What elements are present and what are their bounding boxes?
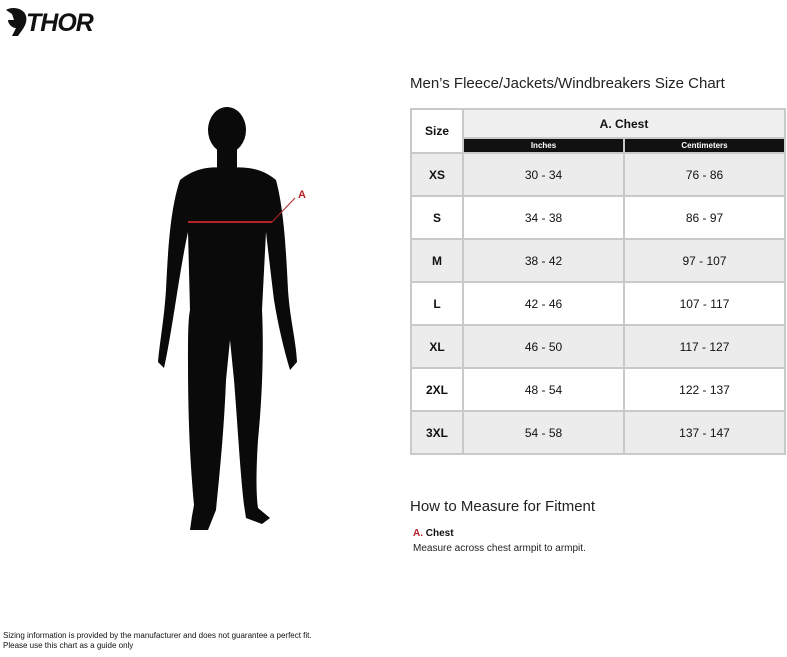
table-row [411,325,785,368]
size-cell: M [411,239,463,282]
table-row [411,196,785,239]
how-to-measure-title: How to Measure for Fitment [410,498,596,515]
size-cell: 2XL [411,368,463,411]
cm-cell: 76 - 86 [624,153,785,196]
chest-instruction-name: Chest [425,528,454,539]
inches-cell: 42 - 46 [463,282,624,325]
disclaimer [3,631,312,651]
size-table [410,108,786,455]
thor-helmet-icon [4,6,28,40]
cm-cell: 137 - 147 [624,411,785,454]
disclaimer-line-2: Please use this chart as a guide only [3,641,134,650]
table-row [411,282,785,325]
centimeters-header: Centimeters [624,138,785,153]
inches-cell: 46 - 50 [463,325,624,368]
brand-logo [4,6,124,40]
inches-cell: 34 - 38 [463,196,624,239]
size-cell: XS [411,153,463,196]
brand-wordmark: THOR [26,9,93,37]
table-row [411,411,785,454]
size-cell: S [411,196,463,239]
chest-instruction-text: Measure across chest armpit to armpit. [413,543,586,554]
inches-header: Inches [463,138,624,153]
chest-instruction-letter: A. [413,528,423,539]
inches-cell: 48 - 54 [463,368,624,411]
chest-instruction-label [413,528,454,539]
cm-cell: 122 - 137 [624,368,785,411]
chart-title: Men’s Fleece/Jackets/Windbreakers Size Chart [410,75,725,92]
table-row [411,153,785,196]
size-cell: XL [411,325,463,368]
inches-cell: 54 - 58 [463,411,624,454]
size-column-header: Size [411,109,463,153]
disclaimer-line-1: Sizing information is provided by the manufacturer and does not guarantee a perfect fit. [3,631,312,640]
inches-cell: 30 - 34 [463,153,624,196]
inches-cell: 38 - 42 [463,239,624,282]
table-row [411,368,785,411]
chest-column-header: A. Chest [463,109,785,138]
cm-cell: 97 - 107 [624,239,785,282]
size-cell: L [411,282,463,325]
cm-cell: 107 - 117 [624,282,785,325]
chest-marker-label: A [298,189,306,201]
body-silhouette [150,100,320,540]
cm-cell: 86 - 97 [624,196,785,239]
cm-cell: 117 - 127 [624,325,785,368]
size-cell: 3XL [411,411,463,454]
table-row [411,239,785,282]
